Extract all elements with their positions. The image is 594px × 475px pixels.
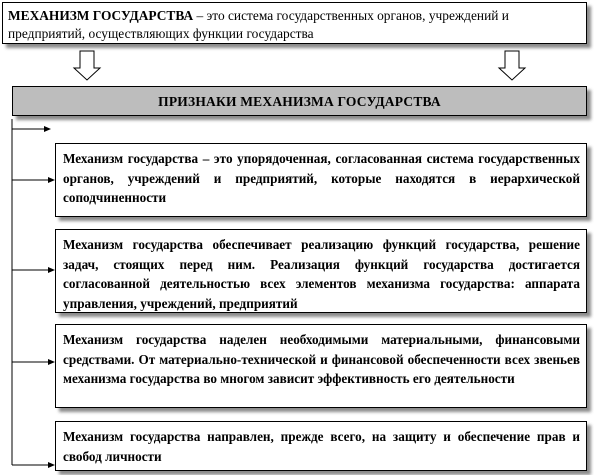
feature-box xyxy=(55,229,587,313)
features-header xyxy=(12,86,587,116)
branch-arrow-icon xyxy=(12,462,55,468)
definition-term: МЕХАНИЗМ ГОСУДАРСТВА xyxy=(8,8,194,23)
definition-text: – это система государственных органов, учреждений и предприятий, осуществляющих функции государства xyxy=(8,8,509,41)
feature-box xyxy=(55,143,587,217)
branch-arrow-icon xyxy=(12,359,55,365)
feature-text: Механизм государства направлен, прежде всего, на защиту и обеспечение прав и свобод личности xyxy=(63,429,580,464)
definition-box xyxy=(2,2,587,44)
branch-arrow-icon xyxy=(12,177,55,183)
block-arrow-left-icon xyxy=(74,51,100,80)
feature-text: Механизм государства обеспечивает реализацию функций государства, решение задач, стоящих перед ним. Реализация функций государства достигается согласованной деятельностью всех элементов механизма государства: аппарата управления, учреждений, предприятий xyxy=(63,237,580,311)
feature-text: Механизм государства наделен необходимыми материальными, финансовыми средствами. От материально-технической и финансовой обеспеченности всех звеньев механизма государства во многом зависит эффективность его деятельности xyxy=(63,332,580,386)
branch-arrow-icon xyxy=(12,267,55,273)
branch-arrow-icon xyxy=(12,126,51,132)
features-header-title: ПРИЗНАКИ МЕХАНИЗМА ГОСУДАРСТВА xyxy=(158,94,441,109)
feature-box xyxy=(55,324,587,408)
feature-box xyxy=(55,421,587,471)
block-arrow-right-icon xyxy=(499,51,525,80)
feature-text: Механизм государства – это упорядоченная, согласованная система государственных органов, учреждений и предприятий, которые находятся в иерархической соподчиненности xyxy=(63,151,580,205)
